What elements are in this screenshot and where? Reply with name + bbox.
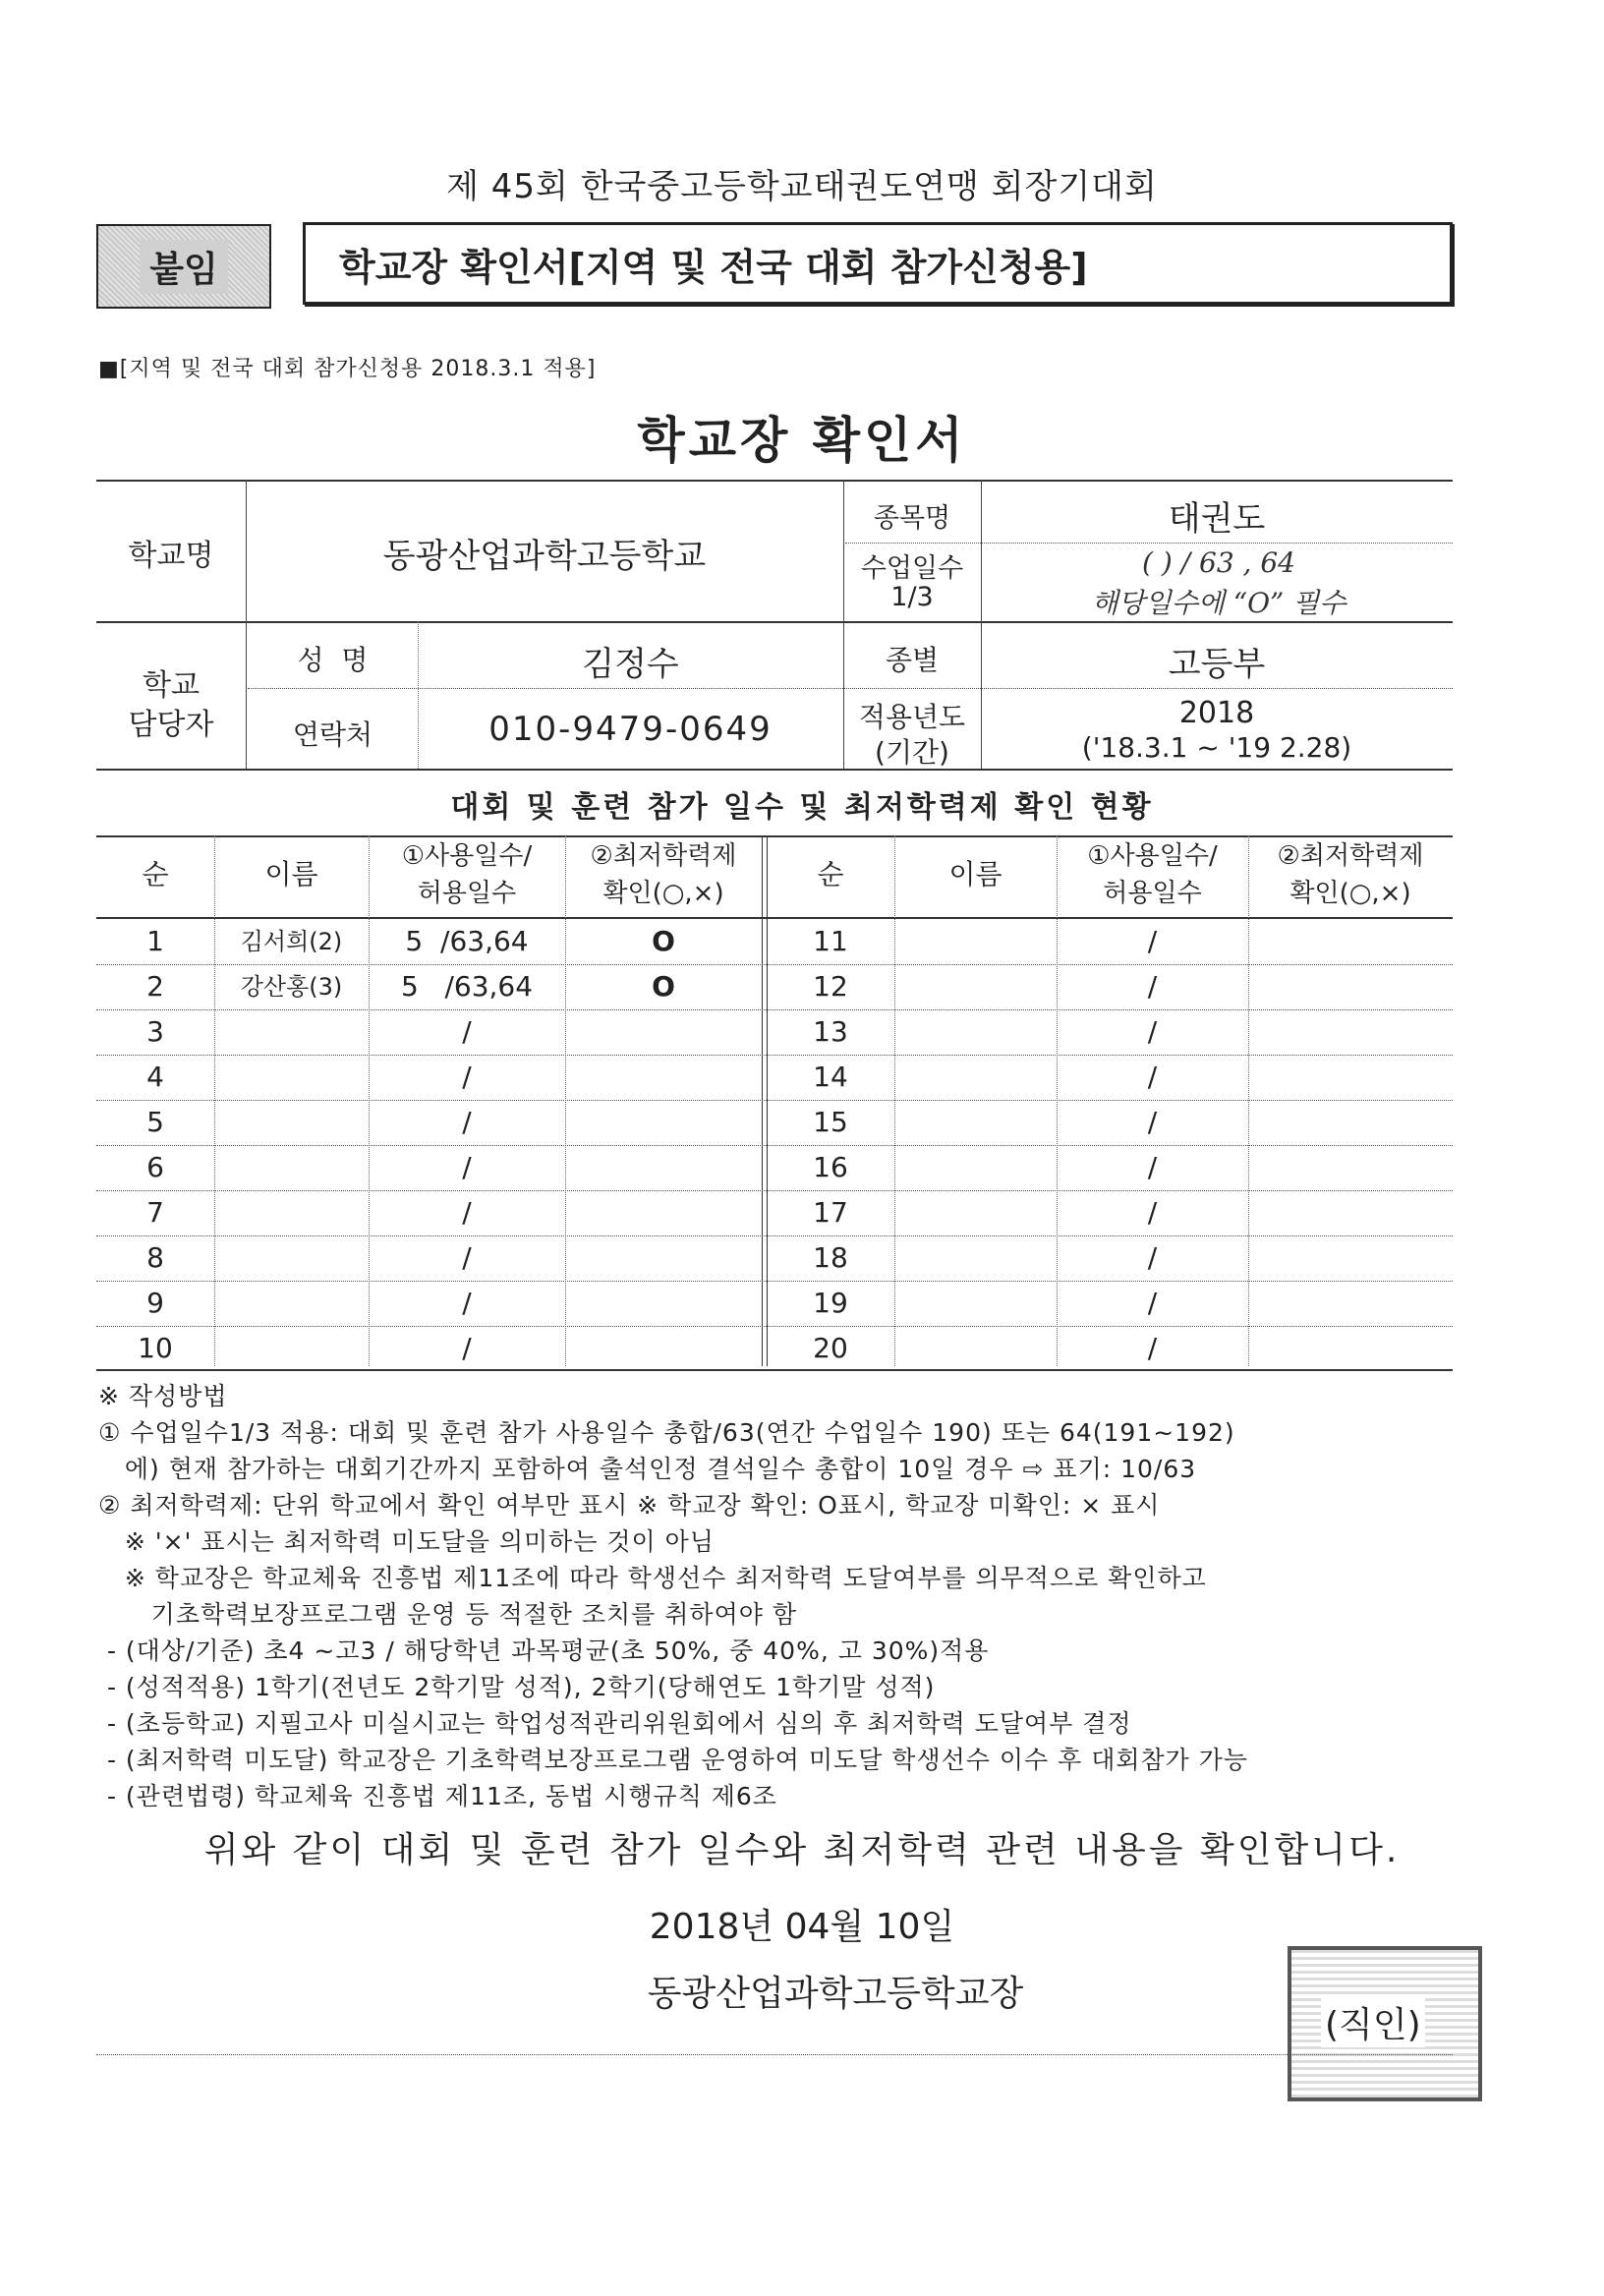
table-cell-no: 18: [813, 1241, 848, 1274]
table-cell-no: 7: [146, 1196, 164, 1229]
table-row-divider: [96, 1145, 1453, 1146]
table-cell-no: 15: [813, 1106, 848, 1138]
table-row-divider: [96, 1055, 1453, 1056]
table-row-divider: [96, 1009, 1453, 1010]
table-cell-name: 강산홍(3): [240, 973, 343, 1001]
info-middle-border: [96, 621, 1453, 623]
school-name: 동광산업과학고등학교: [382, 537, 707, 576]
table-cell-no: 4: [146, 1061, 164, 1093]
table-cell-no: 6: [146, 1151, 164, 1183]
col-header-check: ②최저학력제: [1277, 841, 1424, 871]
table-cell-days: /: [462, 1015, 472, 1048]
staff-label-2: 담당자: [128, 708, 214, 742]
col-header-allowed: 허용일수: [1103, 879, 1202, 908]
table-row-divider: [96, 964, 1453, 965]
attachment-badge: [96, 224, 271, 309]
notes-heading: ※ 작성방법: [98, 1382, 228, 1410]
table-row-divider: [96, 1235, 1453, 1236]
col-header-no: 순: [142, 858, 169, 890]
col-header-allowed: 허용일수: [417, 879, 517, 908]
table-cell-days: /: [462, 1196, 472, 1229]
table-cell-no: 3: [146, 1015, 164, 1048]
table-cell-days: /: [1147, 970, 1158, 1003]
table-cell-no: 8: [146, 1241, 164, 1274]
school-name-label: 학교명: [128, 539, 214, 573]
table-cell-no: 1: [146, 925, 164, 957]
table-cell-no: 13: [813, 1015, 848, 1048]
table-cell-days: 5 /63,64: [400, 970, 534, 1003]
info-vline: [246, 480, 247, 769]
staff-name: 김정수: [582, 645, 679, 684]
sport: 태권도: [1168, 499, 1266, 539]
table-cell-check: O: [652, 925, 675, 957]
section-title: 대회 및 훈련 참가 일수 및 최저학력제 확인 현황: [450, 790, 1154, 825]
note-line: - (성적적용) 1학기(전년도 2학기말 성적), 2학기(당해연도 1학기말 성적): [98, 1673, 936, 1701]
table-cell-days: /: [1147, 925, 1158, 957]
table-cell-days: /: [462, 1106, 472, 1138]
table-cell-no: 2: [146, 970, 164, 1003]
document-subtitle: ■[지역 및 전국 대회 참가신청용 2018.3.1 적용]: [98, 357, 597, 381]
sport-label: 종목명: [873, 503, 951, 534]
class-days-label: 수업일수: [860, 553, 964, 584]
table-vline: [214, 835, 215, 1366]
col-header-no: 순: [817, 858, 844, 890]
table-cell-days: /: [462, 1151, 472, 1183]
table-cell-days: /: [1147, 1196, 1158, 1229]
table-cell-no: 12: [813, 970, 848, 1003]
issue-date: 2018년 04월 10일: [649, 1907, 955, 1947]
table-cell-days: /: [1147, 1061, 1158, 1093]
class-days-note: 해당일수에 “O” 필수: [1091, 587, 1346, 619]
col-header-days: ①사용일수/: [401, 841, 533, 871]
table-cell-days: /: [1147, 1015, 1158, 1048]
table-cell-days: /: [1147, 1332, 1158, 1364]
info-top-border: [96, 480, 1453, 482]
table-cell-no: 16: [813, 1151, 848, 1183]
col-header-days: ①사용일수/: [1087, 841, 1218, 871]
table-cell-no: 5: [146, 1106, 164, 1138]
document-heading-box: 학교장 확인서[지역 및 전국 대회 참가신청용]: [303, 222, 1453, 305]
contact-label: 연락처: [292, 718, 373, 751]
col-header-check-mark: 확인(○,×): [1289, 879, 1411, 908]
note-line: ※ '×' 표시는 최저학력 미도달을 의미하는 것이 아님: [98, 1527, 715, 1556]
principal-title: 동광산업과학고등학교장: [647, 1974, 1024, 2014]
table-row-divider: [96, 1326, 1453, 1327]
confirmation-statement: 위와 같이 대회 및 훈련 참가 일수와 최저학력 관련 내용을 확인합니다.: [203, 1830, 1401, 1870]
info-divider: [845, 543, 1453, 544]
table-row-divider: [96, 1100, 1453, 1101]
note-line: - (대상/기준) 초4 ~고3 / 해당학년 과목평균(초 50%, 중 40%, 고 30%)적용: [98, 1636, 990, 1665]
table-cell-no: 10: [138, 1332, 173, 1364]
table-cell-check: O: [652, 970, 675, 1003]
table-cell-no: 9: [146, 1287, 164, 1319]
note-line: ① 수업일수1/3 적용: 대회 및 훈련 참가 사용일수 총합/63(연간 수업일수 190) 또는 64(191~192): [98, 1418, 1235, 1447]
table-cell-days: /: [462, 1332, 472, 1364]
table-cell-no: 11: [813, 925, 848, 957]
seal-label: (직인): [1321, 1997, 1425, 2047]
apply-period: ('18.3.1 ~ '19 2.28): [1081, 731, 1352, 764]
note-line: ② 최저학력제: 단위 학교에서 확인 여부만 표시 ※ 학교장 확인: O표시, 학교장 미확인: × 표시: [98, 1491, 1161, 1520]
event-title: 제 45회 한국중고등학교태권도연맹 회장기대회: [446, 167, 1158, 206]
table-cell-days: /: [462, 1287, 472, 1319]
table-cell-days: /: [1147, 1151, 1158, 1183]
table-cell-days: /: [462, 1061, 472, 1093]
name-label: 성 명: [297, 644, 369, 676]
note-line: - (관련법령) 학교체육 진흥법 제11조, 동법 시행규칙 제6조: [98, 1782, 777, 1810]
col-header-name: 이름: [264, 858, 318, 890]
staff-label: 학교: [143, 668, 200, 703]
note-line: 기초학력보장프로그램 운영 등 적절한 조치를 취하여야 함: [98, 1600, 797, 1629]
table-cell-no: 17: [813, 1196, 848, 1229]
table-vline: [894, 835, 895, 1366]
footer-divider: [96, 2054, 1453, 2055]
table-bottom-border: [96, 1369, 1453, 1371]
note-line: ※ 학교장은 학교체육 진흥법 제11조에 따라 학생선수 최저학력 도달여부를 의무적으로 확인하고: [98, 1564, 1207, 1592]
col-header-check-mark: 확인(○,×): [602, 879, 724, 908]
apply-year: 2018: [1178, 696, 1255, 730]
table-cell-days: /: [1147, 1241, 1158, 1274]
table-row-divider: [96, 1190, 1453, 1191]
official-seal-stamp: [1288, 1946, 1482, 2101]
apply-year-label: 적용년도: [858, 701, 966, 733]
page-title: 학교장 확인서: [637, 412, 967, 469]
info-bottom-border: [96, 769, 1453, 771]
col-header-name: 이름: [948, 858, 1002, 890]
note-line: 에) 현재 참가하는 대회기간까지 포함하여 출석인정 결석일수 총합이 10일 경우 ⇨ 표기: 10/63: [98, 1455, 1197, 1483]
division: 고등부: [1168, 645, 1266, 684]
badge-label: 붙임: [140, 240, 228, 294]
col-header-check: ②최저학력제: [590, 841, 737, 871]
class-days-value: ( ) / 63 , 64: [1142, 546, 1295, 579]
info-divider: [248, 688, 1453, 689]
note-line: - (초등학교) 지필고사 미실시교는 학업성적관리위원회에서 심의 후 최저학력 도달여부 결정: [98, 1709, 1132, 1738]
table-cell-no: 14: [813, 1061, 848, 1093]
table-cell-no: 20: [813, 1332, 848, 1364]
table-cell-name: 김서희(2): [240, 928, 343, 955]
note-line: - (최저학력 미도달) 학교장은 기초학력보장프로그램 운영하여 미도달 학생선수 이수 후 대회참가 가능: [98, 1746, 1249, 1774]
table-cell-days: 5 /63,64: [405, 925, 529, 957]
table-cell-days: /: [462, 1241, 472, 1274]
table-cell-no: 19: [813, 1287, 848, 1319]
apply-period-label: (기간): [875, 736, 949, 769]
division-label: 종별: [885, 644, 940, 676]
class-days-fraction: 1/3: [890, 582, 934, 612]
table-cell-days: /: [1147, 1106, 1158, 1138]
table-row-divider: [96, 1281, 1453, 1282]
contact-phone: 010-9479-0649: [488, 710, 773, 749]
table-cell-days: /: [1147, 1287, 1158, 1319]
